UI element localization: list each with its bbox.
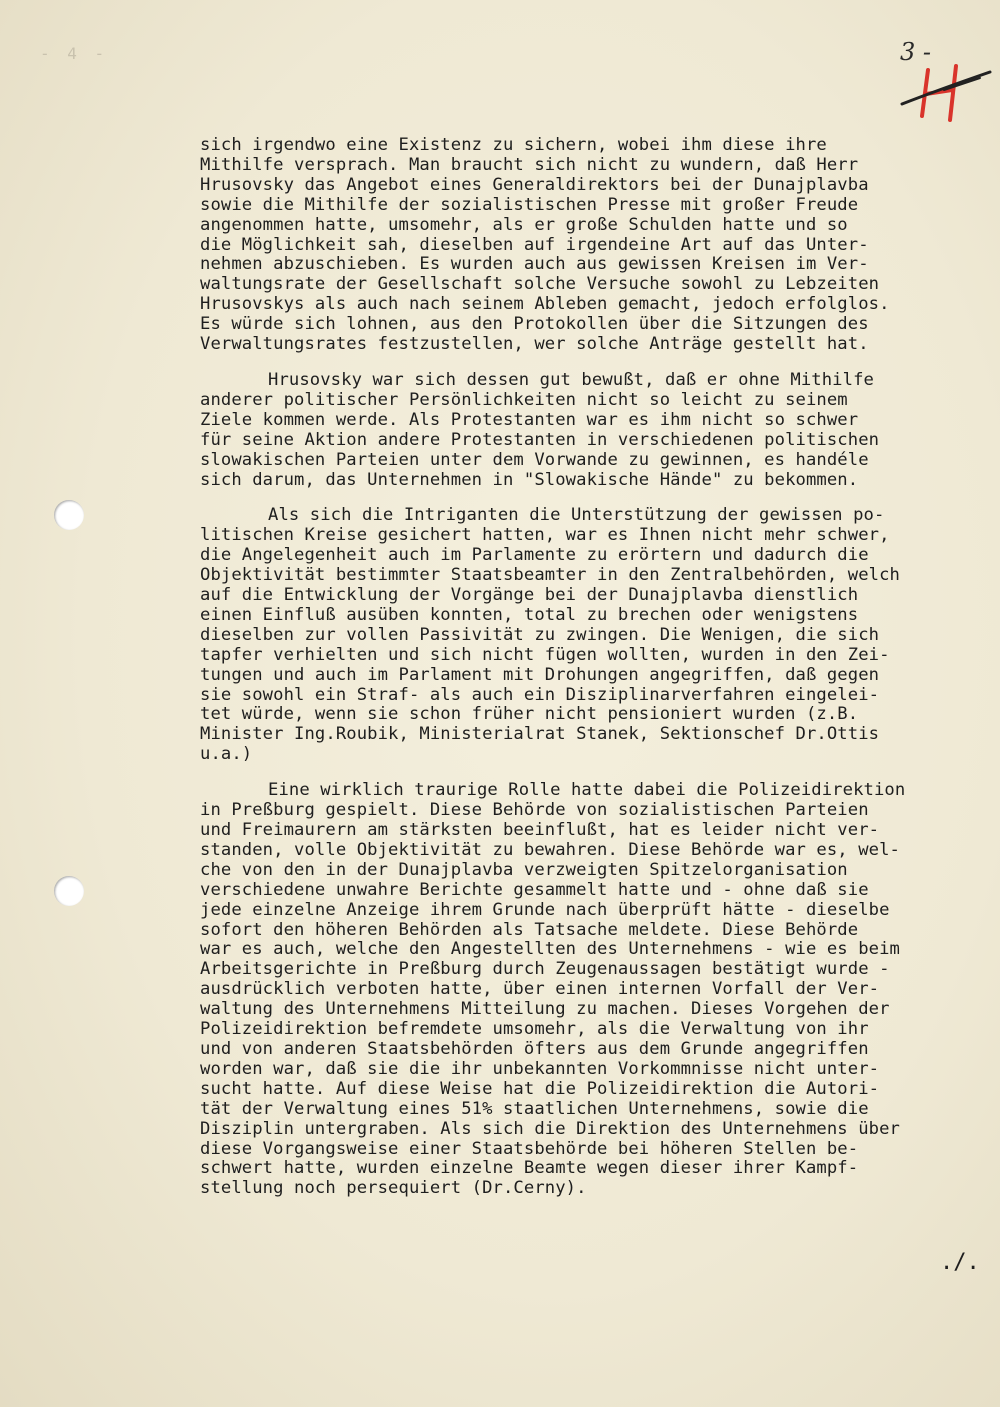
text-line: sich irgendwo eine Existenz zu sichern, wobei ihm diese ihre [200,135,827,155]
text-line: war es auch, welche den Angestellten des Unternehmens - wie es beim [200,939,900,960]
text-line: ausdrücklich verboten hatte, über einen internen Vorfall der Ver- [200,979,880,1000]
text-line: tapfer verhielten und sich nicht fügen wollten, wurden in den Zei- [200,644,890,665]
text-line: sofort den höheren Behörden als Tatsache meldete. Diese Behörde [200,919,859,940]
folio-suffix: - [922,38,932,66]
text-line: Arbeitsgerichte in Preßburg durch Zeugenaussagen bestätigt wurde - [200,959,890,980]
page-number: - 4 - [40,44,109,63]
text-line: Hrusovsky war sich dessen gut bewußt, daß er ohne Mithilfe [268,369,874,390]
text-line: Disziplin untergraben. Als sich die Direktion des Unternehmens über [200,1118,900,1139]
text-line: angenommen hatte, umsomehr, als er große Schulden hatte und so [200,214,848,235]
text-line: sich darum, das Unternehmen in "Slowakische Hände" zu bekommen. [200,469,859,490]
text-line: einen Einfluß ausüben konnten, total zu brechen oder wenigstens [200,604,859,625]
text-line: Eine wirklich traurige Rolle hatte dabei die Polizeidirektion [268,780,906,801]
text-line: sie sowohl ein Straf- als auch ein Disziplinarverfahren eingelei- [200,684,880,705]
text-line: Mithilfe versprach. Man braucht sich nicht zu wundern, daß Herr [200,154,859,175]
text-line: Es würde sich lohnen, aus den Protokollen über die Sitzungen des [200,314,869,335]
text-line: sowie die Mithilfe der sozialistischen Presse mit großer Freude [200,194,859,215]
text-line: tät der Verwaltung eines 51% staatlichen Unternehmens, sowie die [200,1098,869,1119]
text-line: schwert hatte, wurden einzelne Beamte wegen dieser ihrer Kampf- [200,1158,859,1179]
text-line: anderer politischer Persönlichkeiten nicht so leicht zu seinem [200,389,848,410]
text-line: und von anderen Staatsbehörden öfters aus dem Grunde angegriffen [200,1038,869,1059]
text-line: standen, volle Objektivität zu bewahren. Diese Behörde war es, wel- [200,839,900,860]
paragraph-3 [200,506,990,765]
text-line: diese Vorgangsweise einer Staatsbehörde bei höheren Stellen be- [200,1138,859,1159]
paragraph-4 [200,781,990,1199]
text-line: Hrusovskys als auch nach seinem Ableben gemacht, jedoch erfolglos. [200,294,890,315]
text-line: litischen Kreise gesichert hatten, war es Ihnen nicht mehr schwer, [200,525,890,546]
text-line: auf die Entwicklung der Vorgänge bei der Dunajplavba dienstlich [200,585,859,606]
text-line: stellung noch persequiert (Dr.Cerny). [200,1178,587,1199]
text-line: Minister Ing.Roubik, Ministerialrat Stanek, Sektionschef Dr.Ottis [200,724,880,745]
folio-digit: 3 [900,38,916,66]
text-line: Polizeidirektion befremdete umsomehr, als die Verwaltung von ihr [200,1019,869,1040]
text-line: Objektivität bestimmter Staatsbeamter in den Zentralbehörden, welch [200,565,900,586]
text-line: in Preßburg gespielt. Diese Behörde von sozialistischen Parteien [200,800,869,821]
handwritten-stamp-mark [898,60,994,130]
text-line: und Freimaurern am stärksten beeinflußt, hat es leider nicht ver- [200,820,880,840]
text-line: Ziele kommen werde. Als Protestanten war es ihm nicht so schwer [200,409,859,430]
text-line: Hrusovsky das Angebot eines Generaldirektors bei der Dunajplavba [200,174,869,195]
text-line: nehmen abzuschieben. Es wurden auch aus gewissen Kreisen im Ver- [200,254,869,275]
text-line: die Möglichkeit sah, dieselben auf irgendeine Art auf das Unter- [200,234,869,255]
typed-text-body [200,136,990,1215]
text-line: slowakischen Parteien unter dem Vorwande zu gewinnen, es handéle [200,449,869,470]
text-line: che von den in der Dunajplavba verzweigten Spitzelorganisation [200,859,848,880]
text-line: die Angelegenheit auch im Parlamente zu erörtern und dadurch die [200,545,869,566]
punch-hole-upper [54,500,84,530]
text-line: tet würde, wenn sie schon früher nicht pensioniert wurden (z.B. [200,704,859,725]
punch-hole-lower [54,876,84,906]
text-line: verschiedene unwahre Berichte gesammelt hatte und - ohne daß sie [200,879,869,900]
text-line: worden war, daß sie die ihr unbekannten Vorkommnisse nicht unter- [200,1058,880,1079]
paragraph-1 [200,136,990,355]
text-line: Verwaltungsrates festzustellen, wer solche Anträge gestellt hat. [200,334,869,355]
text-line: sucht hatte. Auf diese Weise hat die Polizeidirektion die Autori- [200,1078,880,1099]
text-line: tungen und auch im Parlament mit Drohungen angegriffen, daß gegen [200,664,880,685]
text-line: Als sich die Intriganten die Unterstützung der gewissen po- [268,505,885,526]
continuation-mark: ./. [940,1250,980,1275]
text-line: dieselben zur vollen Passivität zu zwingen. Die Wenigen, die sich [200,624,880,645]
text-line: waltungsrate der Gesellschaft solche Versuche sowohl zu Lebzeiten [200,274,880,295]
paragraph-2 [200,371,990,490]
text-line: jede einzelne Anzeige ihrem Grunde nach überprüft hätte - dieselbe [200,899,890,920]
text-line: für seine Aktion andere Protestanten in verschiedenen politischen [200,429,880,450]
text-line: waltung des Unternehmens Mitteilung zu machen. Dieses Vorgehen der [200,999,890,1020]
text-line: u.a.) [200,744,253,765]
